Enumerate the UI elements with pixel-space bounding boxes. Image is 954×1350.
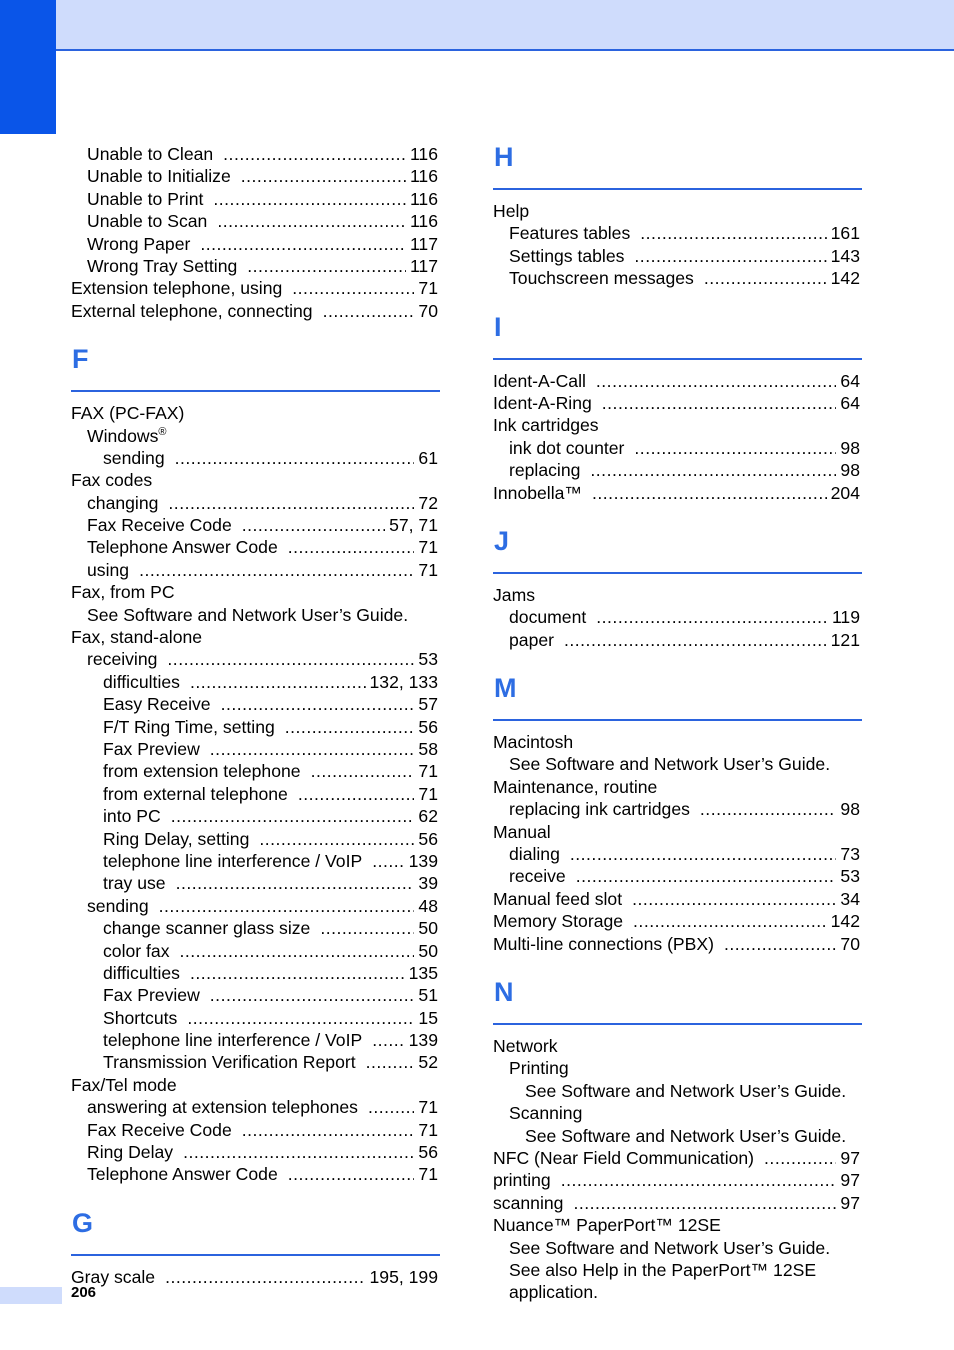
index-term: External telephone, connecting	[71, 300, 313, 321]
index-entry	[71, 805, 440, 827]
index-entry	[493, 267, 862, 289]
page-reference: 56	[418, 828, 438, 849]
index-heading-line	[493, 1080, 862, 1102]
dot-leader	[159, 895, 415, 917]
dot-leader	[596, 606, 828, 628]
index-term: application.	[509, 1282, 599, 1303]
index-term: See Software and Network User’s Guide.	[509, 754, 831, 775]
index-entry	[71, 872, 440, 894]
dot-leader	[634, 245, 826, 267]
page-reference: 57, 71	[389, 515, 438, 536]
dot-leader	[372, 1029, 404, 1051]
index-entry	[493, 933, 862, 955]
dot-leader	[200, 233, 406, 255]
page-reference: 116	[409, 166, 438, 187]
index-term: Settings tables	[509, 245, 625, 266]
index-heading-line	[493, 1057, 862, 1079]
page-reference: 139	[408, 850, 438, 871]
index-term: Ring Delay	[87, 1142, 174, 1163]
dot-leader	[632, 888, 836, 910]
page-reference: 161	[830, 223, 860, 244]
page-reference: 58	[418, 738, 438, 759]
index-term: color fax	[103, 940, 170, 961]
index-heading-line	[71, 626, 440, 648]
page-reference: 56	[418, 716, 438, 737]
index-term: sending	[103, 447, 165, 468]
index-term: Touchscreen messages	[509, 268, 694, 289]
index-term: Multi-line connections (PBX)	[493, 933, 714, 954]
index-term: Fax Preview	[103, 738, 200, 759]
index-heading-line	[493, 200, 862, 222]
page-reference: 52	[418, 1052, 438, 1073]
page-reference: 64	[840, 392, 860, 413]
index-entry	[493, 1192, 862, 1214]
index-term: ink dot counter	[509, 437, 625, 458]
page-reference: 50	[418, 918, 438, 939]
index-entry	[493, 629, 862, 651]
index-entry	[71, 536, 440, 558]
index-term: replacing ink cartridges	[509, 799, 690, 820]
index-heading-line	[493, 731, 862, 753]
index-entry	[71, 447, 440, 469]
dot-leader	[590, 459, 836, 481]
page-reference: 97	[840, 1147, 860, 1168]
dot-leader	[223, 143, 406, 165]
index-term: Unable to Print	[87, 188, 204, 209]
registered-mark: ®	[158, 425, 167, 438]
index-entry	[71, 1141, 440, 1163]
index-entry	[71, 693, 440, 715]
index-entry	[71, 850, 440, 872]
index-heading-line	[493, 1102, 862, 1124]
index-term: Shortcuts	[103, 1007, 178, 1028]
dot-leader	[190, 962, 405, 984]
dot-leader	[366, 1051, 415, 1073]
index-entry	[71, 300, 440, 322]
dot-leader	[368, 1096, 414, 1118]
page-reference: 71	[418, 761, 438, 782]
index-term: receiving	[87, 649, 158, 670]
page-reference: 142	[830, 268, 860, 289]
index-term: answering at extension telephones	[87, 1097, 358, 1118]
section-letter-heading: M	[493, 671, 862, 721]
index-term: NFC (Near Field Communication)	[493, 1147, 755, 1168]
index-entry	[493, 222, 862, 244]
dot-leader	[241, 165, 406, 187]
index-term: Ident-A-Call	[493, 370, 586, 391]
index-entry	[71, 233, 440, 255]
index-entry	[71, 917, 440, 939]
index-term: tray use	[103, 873, 166, 894]
dot-leader	[288, 1163, 415, 1185]
index-term: telephone line interference / VoIP	[103, 1030, 363, 1051]
index-term: Fax Preview	[103, 985, 200, 1006]
dot-leader	[640, 222, 826, 244]
index-term: using	[87, 559, 130, 580]
dot-leader	[724, 933, 836, 955]
index-term: Fax/Tel mode	[71, 1074, 177, 1095]
dot-leader	[576, 865, 837, 887]
dot-leader	[139, 559, 414, 581]
section-letter-heading: N	[493, 975, 862, 1025]
page-reference: 53	[418, 649, 438, 670]
index-entry	[493, 798, 862, 820]
page-reference: 71	[418, 783, 438, 804]
index-term: Memory Storage	[493, 911, 624, 932]
index-entry	[493, 392, 862, 414]
dot-leader	[217, 210, 406, 232]
index-term: dialing	[509, 844, 560, 865]
index-term: Macintosh	[493, 732, 574, 753]
index-heading-line	[493, 1259, 862, 1281]
index-heading-line	[493, 1281, 862, 1303]
page-reference: 70	[418, 300, 438, 321]
page-reference: 71	[418, 278, 438, 299]
dot-leader	[573, 1192, 836, 1214]
index-entry	[493, 1169, 862, 1191]
index-entry	[71, 1266, 440, 1288]
index-heading-line	[493, 584, 862, 606]
dot-leader	[570, 843, 837, 865]
index-term: Innobella™	[493, 482, 583, 503]
index-term: Telephone Answer Code	[87, 1164, 278, 1185]
dot-leader	[764, 1147, 836, 1169]
index-term: from extension telephone	[103, 761, 301, 782]
index-heading-line	[71, 604, 440, 626]
page-reference: 116	[409, 211, 438, 232]
index-entry	[71, 671, 440, 693]
index-term: replacing	[509, 460, 581, 481]
dot-leader	[221, 693, 415, 715]
index-term: difficulties	[103, 962, 180, 983]
index-entry	[71, 165, 440, 187]
index-entry	[71, 738, 440, 760]
index-entry	[71, 1029, 440, 1051]
index-entry	[71, 188, 440, 210]
index-heading-line	[493, 1214, 862, 1236]
dot-leader	[190, 671, 366, 693]
index-term: Windows	[87, 425, 159, 446]
index-entry	[71, 783, 440, 805]
dot-leader	[704, 267, 827, 289]
index-term: Easy Receive	[103, 694, 211, 715]
index-entry	[71, 828, 440, 850]
index-heading-line	[493, 414, 862, 436]
page-reference: 98	[840, 460, 860, 481]
index-entry	[493, 437, 862, 459]
index-term: FAX (PC-FAX)	[71, 403, 185, 424]
index-term: Fax Receive Code	[87, 515, 232, 536]
page-reference: 71	[418, 1119, 438, 1140]
index-term: See Software and Network User’s Guide.	[87, 604, 409, 625]
index-term: into PC	[103, 806, 161, 827]
index-term: F/T Ring Time, setting	[103, 716, 275, 737]
index-term: Network	[493, 1035, 558, 1056]
index-term: Gray scale	[71, 1266, 156, 1287]
index-term: See Software and Network User’s Guide.	[509, 1237, 831, 1258]
dot-leader	[175, 447, 415, 469]
dot-leader	[187, 1007, 414, 1029]
index-entry	[71, 940, 440, 962]
index-term: Fax, from PC	[71, 582, 175, 603]
page-reference: 132, 133	[369, 671, 438, 692]
page-reference: 71	[418, 537, 438, 558]
page-reference: 39	[418, 873, 438, 894]
index-term: Ring Delay, setting	[103, 828, 250, 849]
chapter-tab-marker	[0, 0, 56, 134]
page-reference: 71	[418, 1164, 438, 1185]
index-term: Manual feed slot	[493, 888, 623, 909]
page-reference: 57	[418, 694, 438, 715]
page-reference: 71	[418, 559, 438, 580]
page-reference: 135	[408, 962, 438, 983]
page-reference: 62	[418, 806, 438, 827]
index-term: telephone line interference / VoIP	[103, 850, 363, 871]
index-entry	[71, 648, 440, 670]
dot-leader	[171, 805, 415, 827]
index-term: See Software and Network User’s Guide.	[525, 1125, 847, 1146]
index-entry	[71, 559, 440, 581]
page-reference: 119	[831, 607, 860, 628]
index-heading-line	[493, 821, 862, 843]
index-heading-line	[493, 1237, 862, 1259]
page-reference: 64	[840, 370, 860, 391]
index-term: paper	[509, 629, 554, 650]
index-term: Features tables	[509, 223, 631, 244]
dot-leader	[602, 392, 837, 414]
page-reference: 34	[840, 888, 860, 909]
dot-leader	[596, 370, 837, 392]
index-term: difficulties	[103, 671, 180, 692]
index-entry	[71, 492, 440, 514]
index-term: Unable to Scan	[87, 211, 208, 232]
dot-leader	[633, 910, 827, 932]
index-entry	[71, 1051, 440, 1073]
page-reference: 56	[418, 1142, 438, 1163]
index-entry	[71, 277, 440, 299]
index-term: from external telephone	[103, 783, 288, 804]
index-entry	[71, 143, 440, 165]
page-reference: 61	[418, 447, 438, 468]
dot-leader	[176, 872, 415, 894]
page-reference: 15	[418, 1007, 438, 1028]
index-heading-line	[493, 776, 862, 798]
page-reference: 48	[418, 895, 438, 916]
dot-leader	[311, 760, 415, 782]
index-heading-line	[493, 1125, 862, 1147]
section-letter-heading: J	[493, 524, 862, 574]
index-entry	[71, 962, 440, 984]
index-entry	[71, 1163, 440, 1185]
index-entry	[493, 482, 862, 504]
index-entry	[493, 245, 862, 267]
index-heading-line	[71, 1074, 440, 1096]
index-entry	[493, 910, 862, 932]
index-entry	[493, 843, 862, 865]
index-term: Fax codes	[71, 470, 153, 491]
dot-leader	[180, 940, 415, 962]
index-term: scanning	[493, 1192, 564, 1213]
dot-leader	[564, 629, 827, 651]
index-column-right	[493, 143, 862, 1304]
index-term: Scanning	[509, 1103, 583, 1124]
index-heading-line	[71, 402, 440, 424]
index-term: change scanner glass size	[103, 918, 311, 939]
page-reference: 121	[830, 629, 860, 650]
dot-leader	[320, 917, 414, 939]
page-reference: 98	[840, 437, 860, 458]
index-term: Help	[493, 201, 530, 221]
index-heading-line	[71, 469, 440, 491]
page-reference: 72	[418, 492, 438, 513]
index-heading-line	[493, 753, 862, 775]
dot-leader	[183, 1141, 414, 1163]
page-reference: 116	[409, 144, 438, 164]
index-term: Unable to Clean	[87, 144, 214, 164]
index-entry	[71, 1119, 440, 1141]
index-term: Maintenance, routine	[493, 776, 658, 797]
page-reference: 51	[418, 985, 438, 1006]
index-entry	[71, 984, 440, 1006]
section-letter-heading: G	[71, 1206, 440, 1256]
index-entry	[71, 1096, 440, 1118]
page-reference: 71	[418, 1097, 438, 1118]
index-term: printing	[493, 1170, 551, 1191]
index-entry	[71, 760, 440, 782]
index-term: receive	[509, 866, 566, 887]
page-reference: 97	[840, 1192, 860, 1213]
index-entry	[493, 1147, 862, 1169]
dot-leader	[210, 738, 415, 760]
index-entry	[71, 210, 440, 232]
index-heading-line	[71, 425, 440, 447]
index-entry	[493, 888, 862, 910]
index-term: document	[509, 607, 587, 628]
page-reference: 98	[840, 799, 860, 820]
index-term: Unable to Initialize	[87, 166, 231, 187]
index-entry	[493, 606, 862, 628]
index-term: See Software and Network User’s Guide.	[525, 1080, 847, 1101]
index-term: changing	[87, 492, 159, 513]
page-reference: 142	[830, 911, 860, 932]
dot-leader	[168, 492, 414, 514]
dot-leader	[372, 850, 404, 872]
dot-leader	[292, 277, 414, 299]
index-entry	[493, 370, 862, 392]
dot-leader	[288, 536, 415, 558]
dot-leader	[700, 798, 837, 820]
dot-leader	[247, 255, 406, 277]
dot-leader	[210, 984, 415, 1006]
page-reference: 70	[840, 933, 860, 954]
page-reference: 139	[408, 1030, 438, 1051]
page-reference: 204	[830, 482, 860, 503]
index-entry	[71, 895, 440, 917]
page-number-tab	[0, 1287, 62, 1304]
dot-leader	[165, 1266, 365, 1288]
section-letter-heading: H	[493, 140, 862, 190]
dot-leader	[213, 188, 406, 210]
index-term: Nuance™ PaperPort™ 12SE	[493, 1215, 721, 1236]
page-reference: 117	[409, 233, 438, 254]
index-entry	[493, 459, 862, 481]
index-term: Telephone Answer Code	[87, 537, 278, 558]
index-entry	[71, 514, 440, 536]
page-reference: 73	[840, 844, 860, 865]
index-term: Extension telephone, using	[71, 278, 283, 299]
index-term: Manual	[493, 821, 551, 842]
index-term: Jams	[493, 584, 536, 605]
dot-leader	[285, 716, 415, 738]
index-term: sending	[87, 895, 149, 916]
index-column-left	[71, 143, 440, 1288]
index-term: See also Help in the PaperPort™ 12SE	[509, 1259, 817, 1280]
index-entry	[71, 1007, 440, 1029]
page-reference: 117	[409, 255, 438, 276]
dot-leader	[323, 300, 415, 322]
dot-leader	[592, 482, 827, 504]
index-entry	[71, 716, 440, 738]
page-reference: 50	[418, 940, 438, 961]
page-reference: 195, 199	[369, 1266, 438, 1287]
page-reference: 97	[840, 1170, 860, 1191]
section-letter-heading: F	[71, 342, 440, 392]
header-band	[0, 0, 954, 51]
index-term: Wrong Tray Setting	[87, 255, 238, 276]
dot-leader	[259, 828, 414, 850]
index-term: Ident-A-Ring	[493, 392, 592, 413]
index-heading-line	[71, 581, 440, 603]
page-number: 206	[71, 1284, 97, 1301]
index-term: Fax, stand-alone	[71, 627, 203, 648]
dot-leader	[167, 648, 414, 670]
index-entry	[71, 255, 440, 277]
dot-leader	[561, 1169, 837, 1191]
dot-leader	[242, 514, 385, 536]
index-entry	[493, 865, 862, 887]
page-reference: 116	[409, 188, 438, 209]
dot-leader	[634, 437, 836, 459]
index-term: Transmission Verification Report	[103, 1052, 356, 1073]
dot-leader	[242, 1119, 415, 1141]
page-reference: 53	[840, 866, 860, 887]
dot-leader	[298, 783, 415, 805]
section-letter-heading: I	[493, 310, 862, 360]
index-term: Fax Receive Code	[87, 1119, 232, 1140]
index-term: Wrong Paper	[87, 233, 191, 254]
index-term: Ink cartridges	[493, 415, 599, 436]
index-term: Printing	[509, 1058, 569, 1079]
index-heading-line	[493, 1035, 862, 1057]
page-reference: 143	[830, 245, 860, 266]
